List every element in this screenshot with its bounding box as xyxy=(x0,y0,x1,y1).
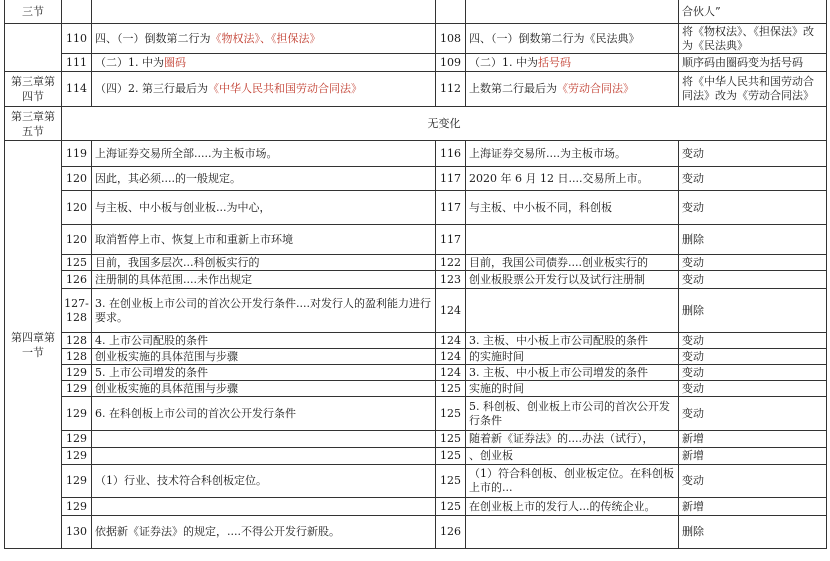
right-text-cell: 创业板股票公开发行以及试行注册制 xyxy=(466,271,679,289)
left-text-cell: 5. 上市公司增发的条件 xyxy=(92,365,436,381)
right-text-cell: 在创业板上市的发行人...的传统企业。 xyxy=(466,498,679,516)
comparison-table xyxy=(4,0,827,549)
left-text-cell: 4. 上市公司配股的条件 xyxy=(92,333,436,349)
no-change-cell: 无变化 xyxy=(62,107,827,141)
left-page-cell: 129 xyxy=(62,381,92,397)
left-text-cell: 3. 在创业板上市公司的首次公开发行条件....对发行人的盈利能力进行要求。 xyxy=(92,289,436,333)
left-page-cell: 114 xyxy=(62,72,92,107)
note-cell: 变动 xyxy=(679,365,827,381)
table-row xyxy=(5,349,827,365)
left-page-cell: 129 xyxy=(62,465,92,498)
note-cell: 删除 xyxy=(679,225,827,255)
right-page-cell: 125 xyxy=(436,465,466,498)
left-page-cell: 120 xyxy=(62,191,92,225)
right-page-cell: 123 xyxy=(436,271,466,289)
table-row xyxy=(5,24,827,54)
table-row xyxy=(5,431,827,448)
left-text-cell: （四）2. 第三行最后为《中华人民共和国劳动合同法》 xyxy=(92,72,436,107)
left-text-cell: （二）1. 中为圈码 xyxy=(92,54,436,72)
left-page-cell: 111 xyxy=(62,54,92,72)
note-cell: 变动 xyxy=(679,381,827,397)
right-text-cell: 与主板、中小板不同，科创板 xyxy=(466,191,679,225)
right-page-cell: 124 xyxy=(436,333,466,349)
left-text-cell xyxy=(92,498,436,516)
left-text-cell: 依据新《证券法》的规定，....不得公开发行新股。 xyxy=(92,516,436,549)
left-page-cell: 128 xyxy=(62,349,92,365)
left-page-cell: 127-128 xyxy=(62,289,92,333)
table-row xyxy=(5,225,827,255)
left-text-cell: 目前，我国多层次...科创板实行的 xyxy=(92,255,436,271)
section-cell: 三节 xyxy=(5,0,62,24)
right-page-cell: 109 xyxy=(436,54,466,72)
right-text-cell: 随着新《证券法》的....办法（试行）， xyxy=(466,431,679,448)
right-text-cell: 3. 主板、中小板上市公司配股的条件 xyxy=(466,333,679,349)
left-text-cell: 6. 在科创板上市公司的首次公开发行条件 xyxy=(92,397,436,431)
note-cell: 删除 xyxy=(679,289,827,333)
right-text-cell: 的实施时间 xyxy=(466,349,679,365)
left-page-cell: 126 xyxy=(62,271,92,289)
right-page-cell: 126 xyxy=(436,516,466,549)
right-page-cell xyxy=(436,0,466,24)
table-row xyxy=(5,72,827,107)
left-text-cell xyxy=(92,448,436,465)
left-page-cell: 129 xyxy=(62,431,92,448)
note-cell: 变动 xyxy=(679,349,827,365)
table-row xyxy=(5,465,827,498)
table-row xyxy=(5,448,827,465)
note-cell: 变动 xyxy=(679,167,827,191)
left-text-cell: 与主板、中小板与创业板...为中心， xyxy=(92,191,436,225)
right-page-cell: 117 xyxy=(436,167,466,191)
left-text-cell: 取消暂停上市、恢复上市和重新上市环境 xyxy=(92,225,436,255)
note-cell: 变动 xyxy=(679,271,827,289)
left-text-cell: 上海证券交易所全部.....为主板市场。 xyxy=(92,141,436,167)
note-cell: 变动 xyxy=(679,141,827,167)
table-row xyxy=(5,498,827,516)
right-text-cell: 上海证券交易所....为主板市场。 xyxy=(466,141,679,167)
right-text-cell xyxy=(466,289,679,333)
table-row xyxy=(5,289,827,333)
left-page-cell: 129 xyxy=(62,365,92,381)
table-row xyxy=(5,107,827,141)
note-cell: 新增 xyxy=(679,431,827,448)
right-page-cell: 124 xyxy=(436,289,466,333)
right-text-cell xyxy=(466,225,679,255)
right-text-cell xyxy=(466,0,679,24)
right-page-cell: 108 xyxy=(436,24,466,54)
table-row xyxy=(5,271,827,289)
right-text-cell: （1）符合科创板、创业板定位。在科创板上市的... xyxy=(466,465,679,498)
right-page-cell: 117 xyxy=(436,191,466,225)
right-text-cell: 、创业板 xyxy=(466,448,679,465)
right-page-cell: 117 xyxy=(436,225,466,255)
note-cell: 变动 xyxy=(679,255,827,271)
section-cell: 第四章第一节 xyxy=(5,141,62,549)
right-text-cell: 实施的时间 xyxy=(466,381,679,397)
note-cell: 新增 xyxy=(679,448,827,465)
left-text-cell: 创业板实施的具体范围与步骤 xyxy=(92,349,436,365)
section-cell xyxy=(5,24,62,72)
left-text-cell: 因此，其必须....的一般规定。 xyxy=(92,167,436,191)
right-text-cell: （二）1. 中为括号码 xyxy=(466,54,679,72)
note-cell: 删除 xyxy=(679,516,827,549)
table-row xyxy=(5,255,827,271)
table-row xyxy=(5,167,827,191)
left-page-cell: 129 xyxy=(62,498,92,516)
right-text-cell: 上数第二行最后为《劳动合同法》 xyxy=(466,72,679,107)
note-cell: 顺序码由圈码变为括号码 xyxy=(679,54,827,72)
left-page-cell: 119 xyxy=(62,141,92,167)
table-row xyxy=(5,0,827,24)
note-cell: 将《物权法》、《担保法》改为《民法典》 xyxy=(679,24,827,54)
left-page-cell: 129 xyxy=(62,448,92,465)
left-text-cell: 四、（一）倒数第二行为《物权法》、《担保法》 xyxy=(92,24,436,54)
left-text-cell xyxy=(92,0,436,24)
left-page-cell: 120 xyxy=(62,167,92,191)
table-row xyxy=(5,381,827,397)
table-row xyxy=(5,365,827,381)
right-page-cell: 125 xyxy=(436,448,466,465)
section-cell: 第三章第四节 xyxy=(5,72,62,107)
right-text-cell: 四、（一）倒数第二行为《民法典》 xyxy=(466,24,679,54)
right-text-cell: 2020 年 6 月 12 日....交易所上市。 xyxy=(466,167,679,191)
left-page-cell xyxy=(62,0,92,24)
left-text-cell: （1）行业、技术符合科创板定位。 xyxy=(92,465,436,498)
note-cell: 变动 xyxy=(679,465,827,498)
left-page-cell: 120 xyxy=(62,225,92,255)
left-page-cell: 129 xyxy=(62,397,92,431)
left-page-cell: 128 xyxy=(62,333,92,349)
right-page-cell: 112 xyxy=(436,72,466,107)
right-page-cell: 122 xyxy=(436,255,466,271)
left-page-cell: 110 xyxy=(62,24,92,54)
right-page-cell: 116 xyxy=(436,141,466,167)
right-page-cell: 125 xyxy=(436,397,466,431)
right-text-cell: 目前，我国公司债券....创业板实行的 xyxy=(466,255,679,271)
table-row xyxy=(5,516,827,549)
note-cell: 变动 xyxy=(679,333,827,349)
table-row xyxy=(5,54,827,72)
table-row xyxy=(5,333,827,349)
left-page-cell: 125 xyxy=(62,255,92,271)
note-cell: 合伙人” xyxy=(679,0,827,24)
right-text-cell: 5. 科创板、创业板上市公司的首次公开发行条件 xyxy=(466,397,679,431)
right-text-cell: 3. 主板、中小板上市公司增发的条件 xyxy=(466,365,679,381)
right-page-cell: 125 xyxy=(436,381,466,397)
section-cell: 第三章第五节 xyxy=(5,107,62,141)
left-text-cell: 创业板实施的具体范围与步骤 xyxy=(92,381,436,397)
right-page-cell: 124 xyxy=(436,349,466,365)
table-row xyxy=(5,141,827,167)
right-page-cell: 125 xyxy=(436,431,466,448)
note-cell: 将《中华人民共和国劳动合同法》改为《劳动合同法》 xyxy=(679,72,827,107)
table-row xyxy=(5,397,827,431)
right-page-cell: 125 xyxy=(436,498,466,516)
note-cell: 新增 xyxy=(679,498,827,516)
note-cell: 变动 xyxy=(679,191,827,225)
right-page-cell: 124 xyxy=(436,365,466,381)
left-page-cell: 130 xyxy=(62,516,92,549)
left-text-cell xyxy=(92,431,436,448)
right-text-cell xyxy=(466,516,679,549)
table-row xyxy=(5,191,827,225)
left-text-cell: 注册制的具体范围....未作出规定 xyxy=(92,271,436,289)
note-cell: 变动 xyxy=(679,397,827,431)
